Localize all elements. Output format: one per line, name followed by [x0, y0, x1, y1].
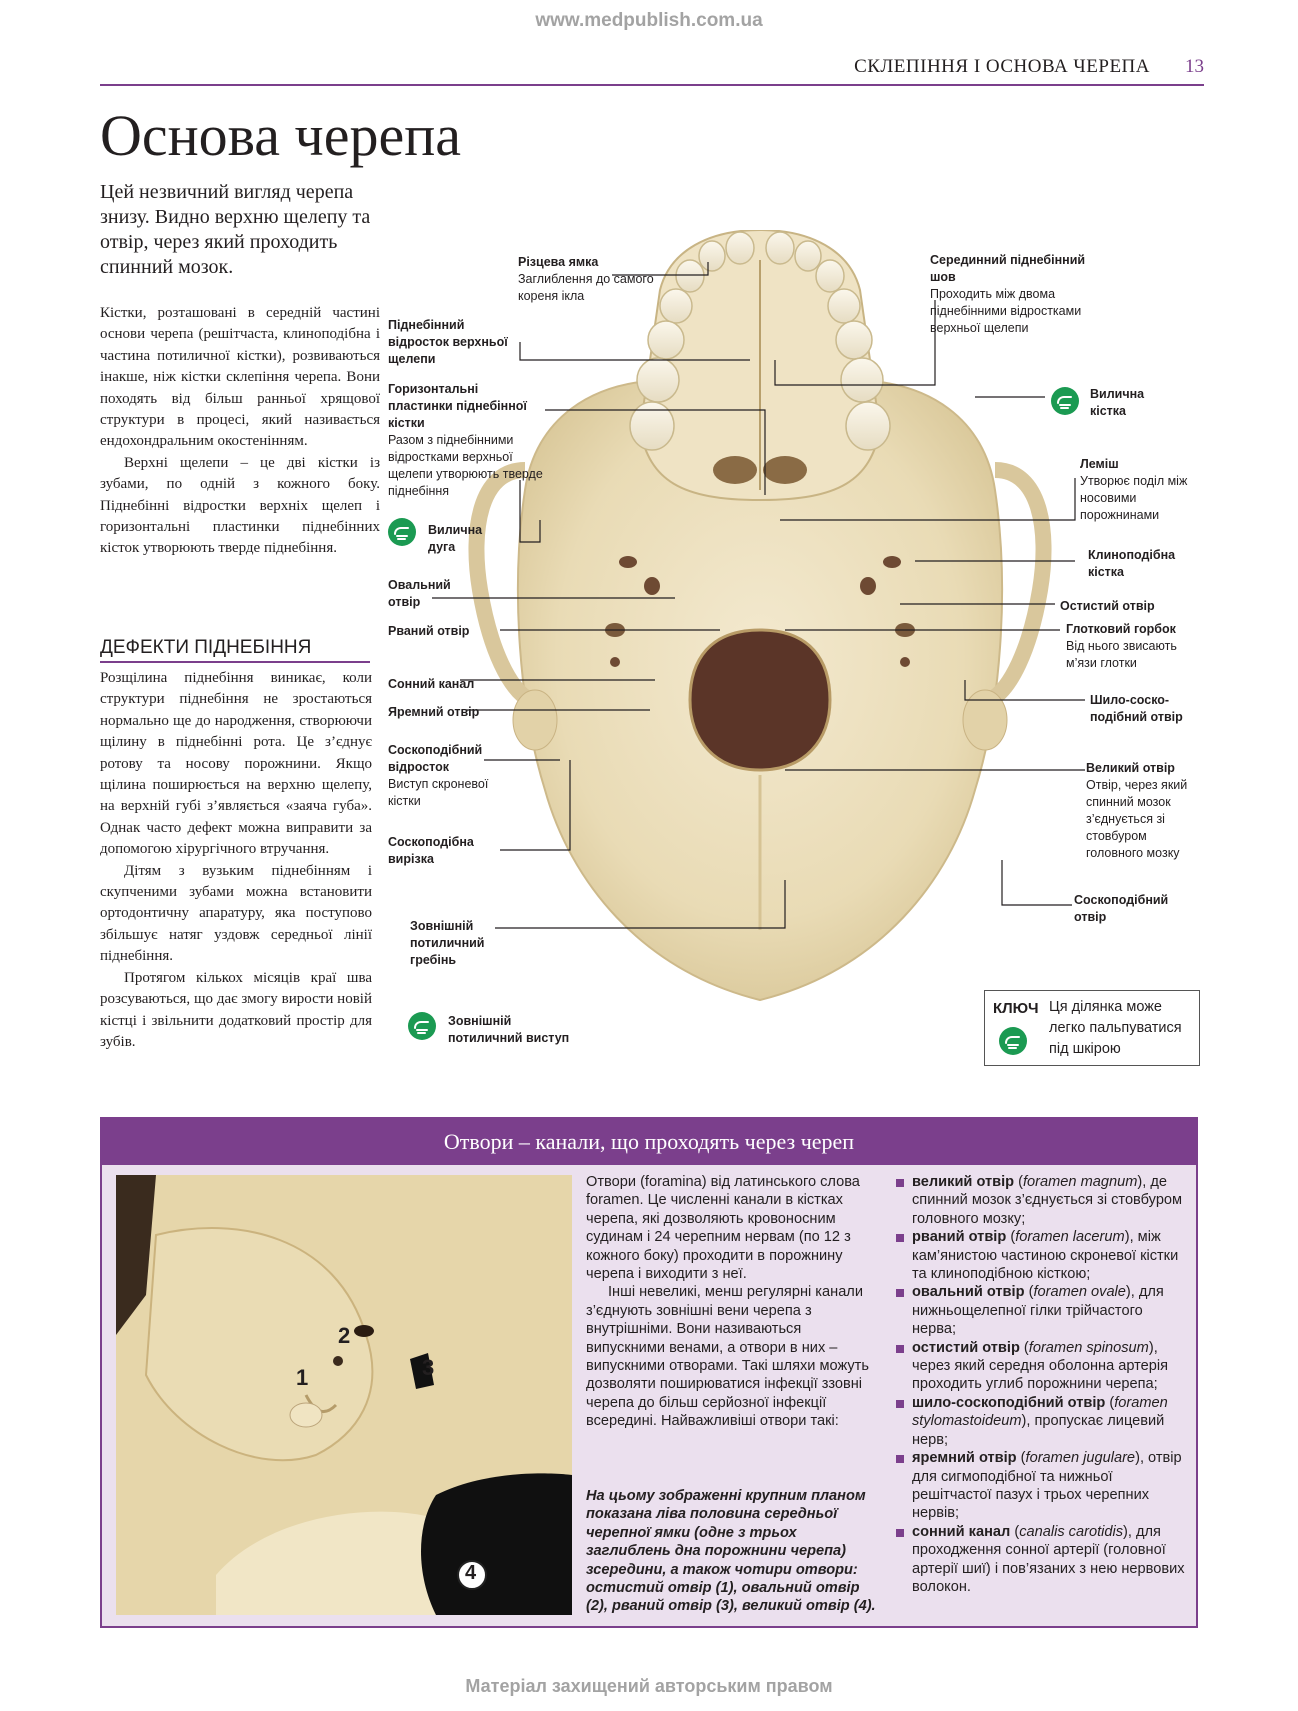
label-sphenoid-bone: Клиноподібна кістка — [1088, 548, 1176, 579]
key-box — [984, 990, 1200, 1066]
label-foramen-lacerum: Рваний отвір — [388, 624, 470, 638]
panel-paragraph: Інші невеликі, менш регулярні канали з’єднують зовнішні вени черепа з внутрішніми. Вони називаються випускними венами, а отвори в них – випускними отворами. Такі шляхи можуть дозволяти поширюватися інфекції ззовні черепа до більш серйозної інфекції всередині. Найважливіші отвори такі: — [586, 1284, 869, 1430]
list-item: шило-соскоподібний отвір (foramen stylomastoideum), пропускає лицевий нерв; — [894, 1394, 1190, 1449]
label-zygomatic-bone: Вилична кістка — [1090, 387, 1145, 418]
label-incisive-fossa: Різцева ямка Заглиблення до самого кореня ікла — [518, 255, 654, 303]
label-foramen-spinosum: Остистий отвір — [1060, 599, 1155, 613]
panel-paragraph: Отвори (foramina) від латинського слова foramen. Це численні канали в кістках черепа, які дозволяють кровоносним судинам і 24 черепним нервам (по 12 з кожного боку) проходити в порожнину черепа і виходити з неї. — [586, 1174, 860, 1283]
copyright-footer: Матеріал захищений авторським правом — [465, 1676, 833, 1696]
photo-caption: На цьому зображенні крупним планом показана ліва половина середньої черепної ямки (одне з трьох заглиблень дна порожнини черепа) зсередини, а також чотири отвори: остистий отвір (1), овальний отвір (2), рваний отвір (3), великий отвір (4). — [586, 1488, 876, 1615]
label-stylomastoid-foramen: Шило-соско- подібний отвір — [1090, 693, 1183, 724]
defects-paragraph: Дітям з вузьким піднебінням і скупченими зубами можна встановити ортодонтичну апаратуру, яка поступово збільшує натяг уздовж середньої лінії піднебіння. — [100, 862, 372, 965]
body-text — [100, 303, 380, 560]
palpable-icon — [999, 1027, 1027, 1055]
foramina-panel — [100, 1117, 1198, 1628]
photo-number-1: 1 — [296, 1365, 309, 1390]
label-occipital-protuberance: Зовнішній потиличний виступ — [448, 1014, 570, 1045]
list-item: рваний отвір (foramen lacerum), між кам’янистою частиною скроневої кістки та клиноподібною кісткою; — [894, 1228, 1190, 1283]
label-foramen-ovale: Овальний отвір — [388, 578, 451, 609]
palpable-icon — [1051, 387, 1079, 415]
list-item: остистий отвір (foramen spinosum), через який середня оболонна артерія проходить углиб порожнини черепа; — [894, 1339, 1190, 1394]
running-title: СКЛЕПІННЯ І ОСНОВА ЧЕРЕПА — [854, 56, 1150, 77]
body-paragraph: Верхні щелепи – це дві кістки із зубами, по одній з кожного боку. Піднебінні відростки верхніх щелеп і горизонтальні пластинки піднебінних кісток утворюють тверде піднебіння. — [100, 454, 380, 557]
label-mastoid-notch: Соскоподібна вирізка — [388, 835, 474, 866]
photo-number-4: 4 — [465, 1562, 477, 1584]
watermark: www.medpublish.com.ua — [535, 10, 763, 31]
panel-heading: Отвори – канали, що проходять через череп — [102, 1119, 1196, 1165]
defects-paragraph: Розщілина піднебіння виникає, коли структури піднебіння не зростаються нормально ще до народження, створюючи щілину в піднебінні рота. Це з’єднує ротову та носову порожнини. Якщо щілина поширюється на верхню щелепу, на верхній губі з’являється «заяча губа». Однак часто дефект можна виправити за допомогою хірургічного втручання. — [100, 670, 372, 858]
label-jugular-foramen: Яремний отвір — [388, 705, 480, 719]
palpable-icon — [408, 1012, 436, 1040]
label-mastoid-foramen: Соскоподібний отвір — [1074, 893, 1169, 924]
list-item: яремний отвір (foramen jugulare), отвір для сигмоподібної та нижньої решітчастої пазух і трьох черепних нервів; — [894, 1449, 1190, 1523]
label-horizontal-plates: Горизонтальні пластинки піднебінної кістки Разом з піднебінними відростками верхньої щелепи утворюють тверде піднебіння — [388, 382, 543, 498]
photo-number-2: 2 — [338, 1323, 351, 1348]
label-occipital-crest: Зовнішній потиличний гребінь — [410, 919, 485, 967]
header-rule — [100, 84, 1204, 86]
page-number: 13 — [1185, 56, 1204, 77]
label-pharyngeal-tubercle: Глотковий горбок Від нього звисають м’язи глотки — [1066, 622, 1177, 670]
label-vomer: Леміш Утворює поділ між носовими порожнинами — [1080, 457, 1188, 522]
skull-base-illustration — [440, 230, 1080, 1010]
label-mastoid-process: Соскоподібний відросток Виступ скроневої кістки — [388, 743, 489, 808]
foramina-list — [894, 1173, 1190, 1596]
list-item: великий отвір (foramen magnum), де спинний мозок з’єднується зі стовбуром головного мозку; — [894, 1173, 1190, 1228]
body-paragraph: Кістки, розташовані в середній частині основи черепа (решітчаста, клиноподібна і частина потиличної кістки), розвиваються інакше, ніж кістки склепіння черепа. Вони походять від більш ранньої хрящової структури в процесі, який називається ендохондральним окостенінням. — [100, 305, 380, 450]
defects-text — [100, 668, 372, 1053]
page-title: Основа черепа — [100, 103, 461, 168]
palpable-icon — [388, 518, 416, 546]
label-zygomatic-arch: Вилична дуга — [428, 523, 483, 554]
key-title: КЛЮЧ — [993, 1000, 1039, 1017]
panel-text — [586, 1173, 882, 1431]
label-foramen-magnum: Великий отвір Отвір, через який спинний мозок з’єднується зі стовбуром головного мозку — [1086, 761, 1188, 860]
label-palatine-process: Піднебінний відросток верхньої щелепи — [388, 318, 508, 366]
defects-paragraph: Протягом кількох місяців краї шва розсуваються, що дає змогу вирости новій кістці і звільнити додатковий простір для зубів. — [100, 969, 372, 1050]
key-text: Ця ділянка може легко пальпуватися під шкірою — [1049, 999, 1182, 1057]
label-carotid-canal: Сонний канал — [388, 677, 475, 691]
cranial-fossa-photo — [116, 1175, 572, 1615]
list-item: сонний канал (canalis carotidis), для проходження сонної артерії (головної артерії шиї) і пов’язаних з нею нервових волокон. — [894, 1523, 1190, 1597]
photo-number-3: 3 — [422, 1355, 435, 1380]
defects-heading: ДЕФЕКТИ ПІДНЕБІННЯ — [100, 637, 370, 663]
label-median-palatine-suture: Серединний піднебінний шов Проходить між двома піднебінними відростками верхньої щелепи — [930, 253, 1086, 335]
list-item: овальний отвір (foramen ovale), для нижньощелепної гілки трійчастого нерва; — [894, 1283, 1190, 1338]
intro-text: Цей незвичний вигляд черепа знизу. Видно верхню щелепу та отвір, через який проходить спинний мозок. — [100, 181, 371, 278]
